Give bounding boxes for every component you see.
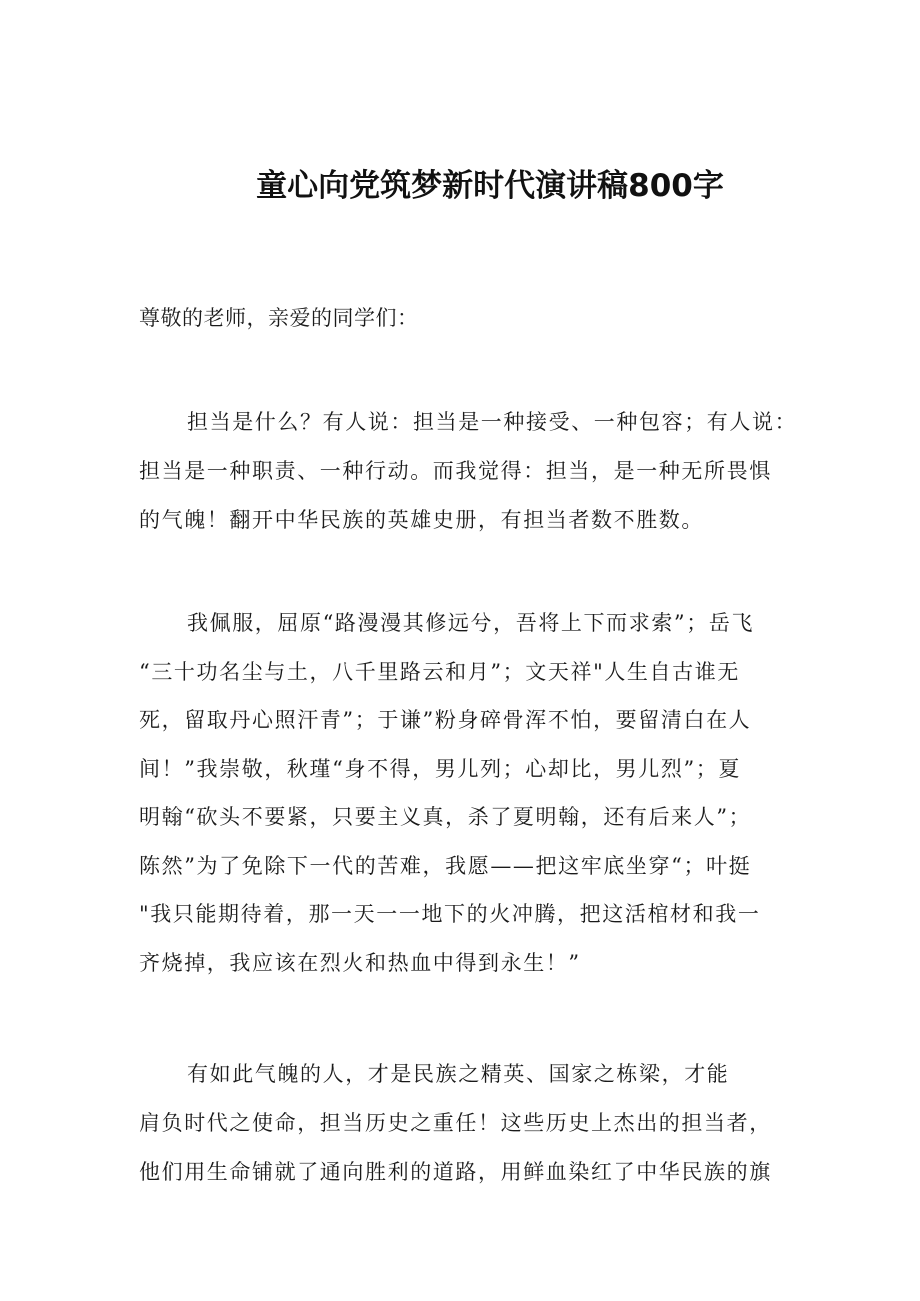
paragraph-line: 死，留取丹心照汗青”；于谦”粉身碎骨浑不怕，要留清白在人 (139, 708, 752, 732)
paragraph-line: 明翰“砍头不要紧，只要主义真，杀了夏明翰，还有后来人”； (139, 805, 752, 829)
paragraph-line: 的气魄！翻开中华民族的英雄史册，有担当者数不胜数。 (139, 508, 704, 532)
paragraph-line: 他们用生命铺就了通向胜利的道路，用鲜血染红了中华民族的旗 (139, 1160, 772, 1184)
paragraph-line: 担当是什么？有人说：担当是一种接受、一种包容；有人说： (187, 410, 798, 434)
paragraph-1 (139, 398, 798, 545)
paragraph-line: 齐烧掉，我应该在烈火和热血中得到永生！” (139, 950, 581, 975)
paragraph-line: 间！”我崇敬，秋瑾“身不得，男儿列；心却比，男儿烈”；夏 (139, 756, 742, 781)
paragraph-3 (139, 1050, 789, 1197)
paragraph-line: 我佩服，屈原“路漫漫其修远兮，吾将上下而求索”；岳飞 (187, 611, 755, 635)
paragraph-line: 肩负时代之使命，担当历史之重任！这些历史上杰出的担当者， (139, 1111, 772, 1135)
paragraph-line: 有如此气魄的人，才是民族之精英、国家之栋梁，才能 (187, 1062, 730, 1086)
document-title: 童心向党筑梦新时代演讲稿800字 (256, 168, 724, 204)
paragraph-2 (139, 599, 789, 987)
paragraph-line: 陈然”为了免除下一代的苦难，我愿——把这牢底坐穿“；叶挺 (139, 853, 752, 878)
paragraph-line: “三十功名尘与土，八千里路云和月”；文天祥"人生自古谁无 (139, 659, 740, 684)
greeting: 尊敬的老师，亲爱的同学们： (139, 306, 419, 330)
paragraph-line: "我只能期待着，那一天一一地下的火冲腾，把这活棺材和我一 (139, 902, 761, 926)
paragraph-line: 担当是一种职责、一种行动。而我觉得：担当，是一种无所畏惧 (139, 459, 772, 483)
